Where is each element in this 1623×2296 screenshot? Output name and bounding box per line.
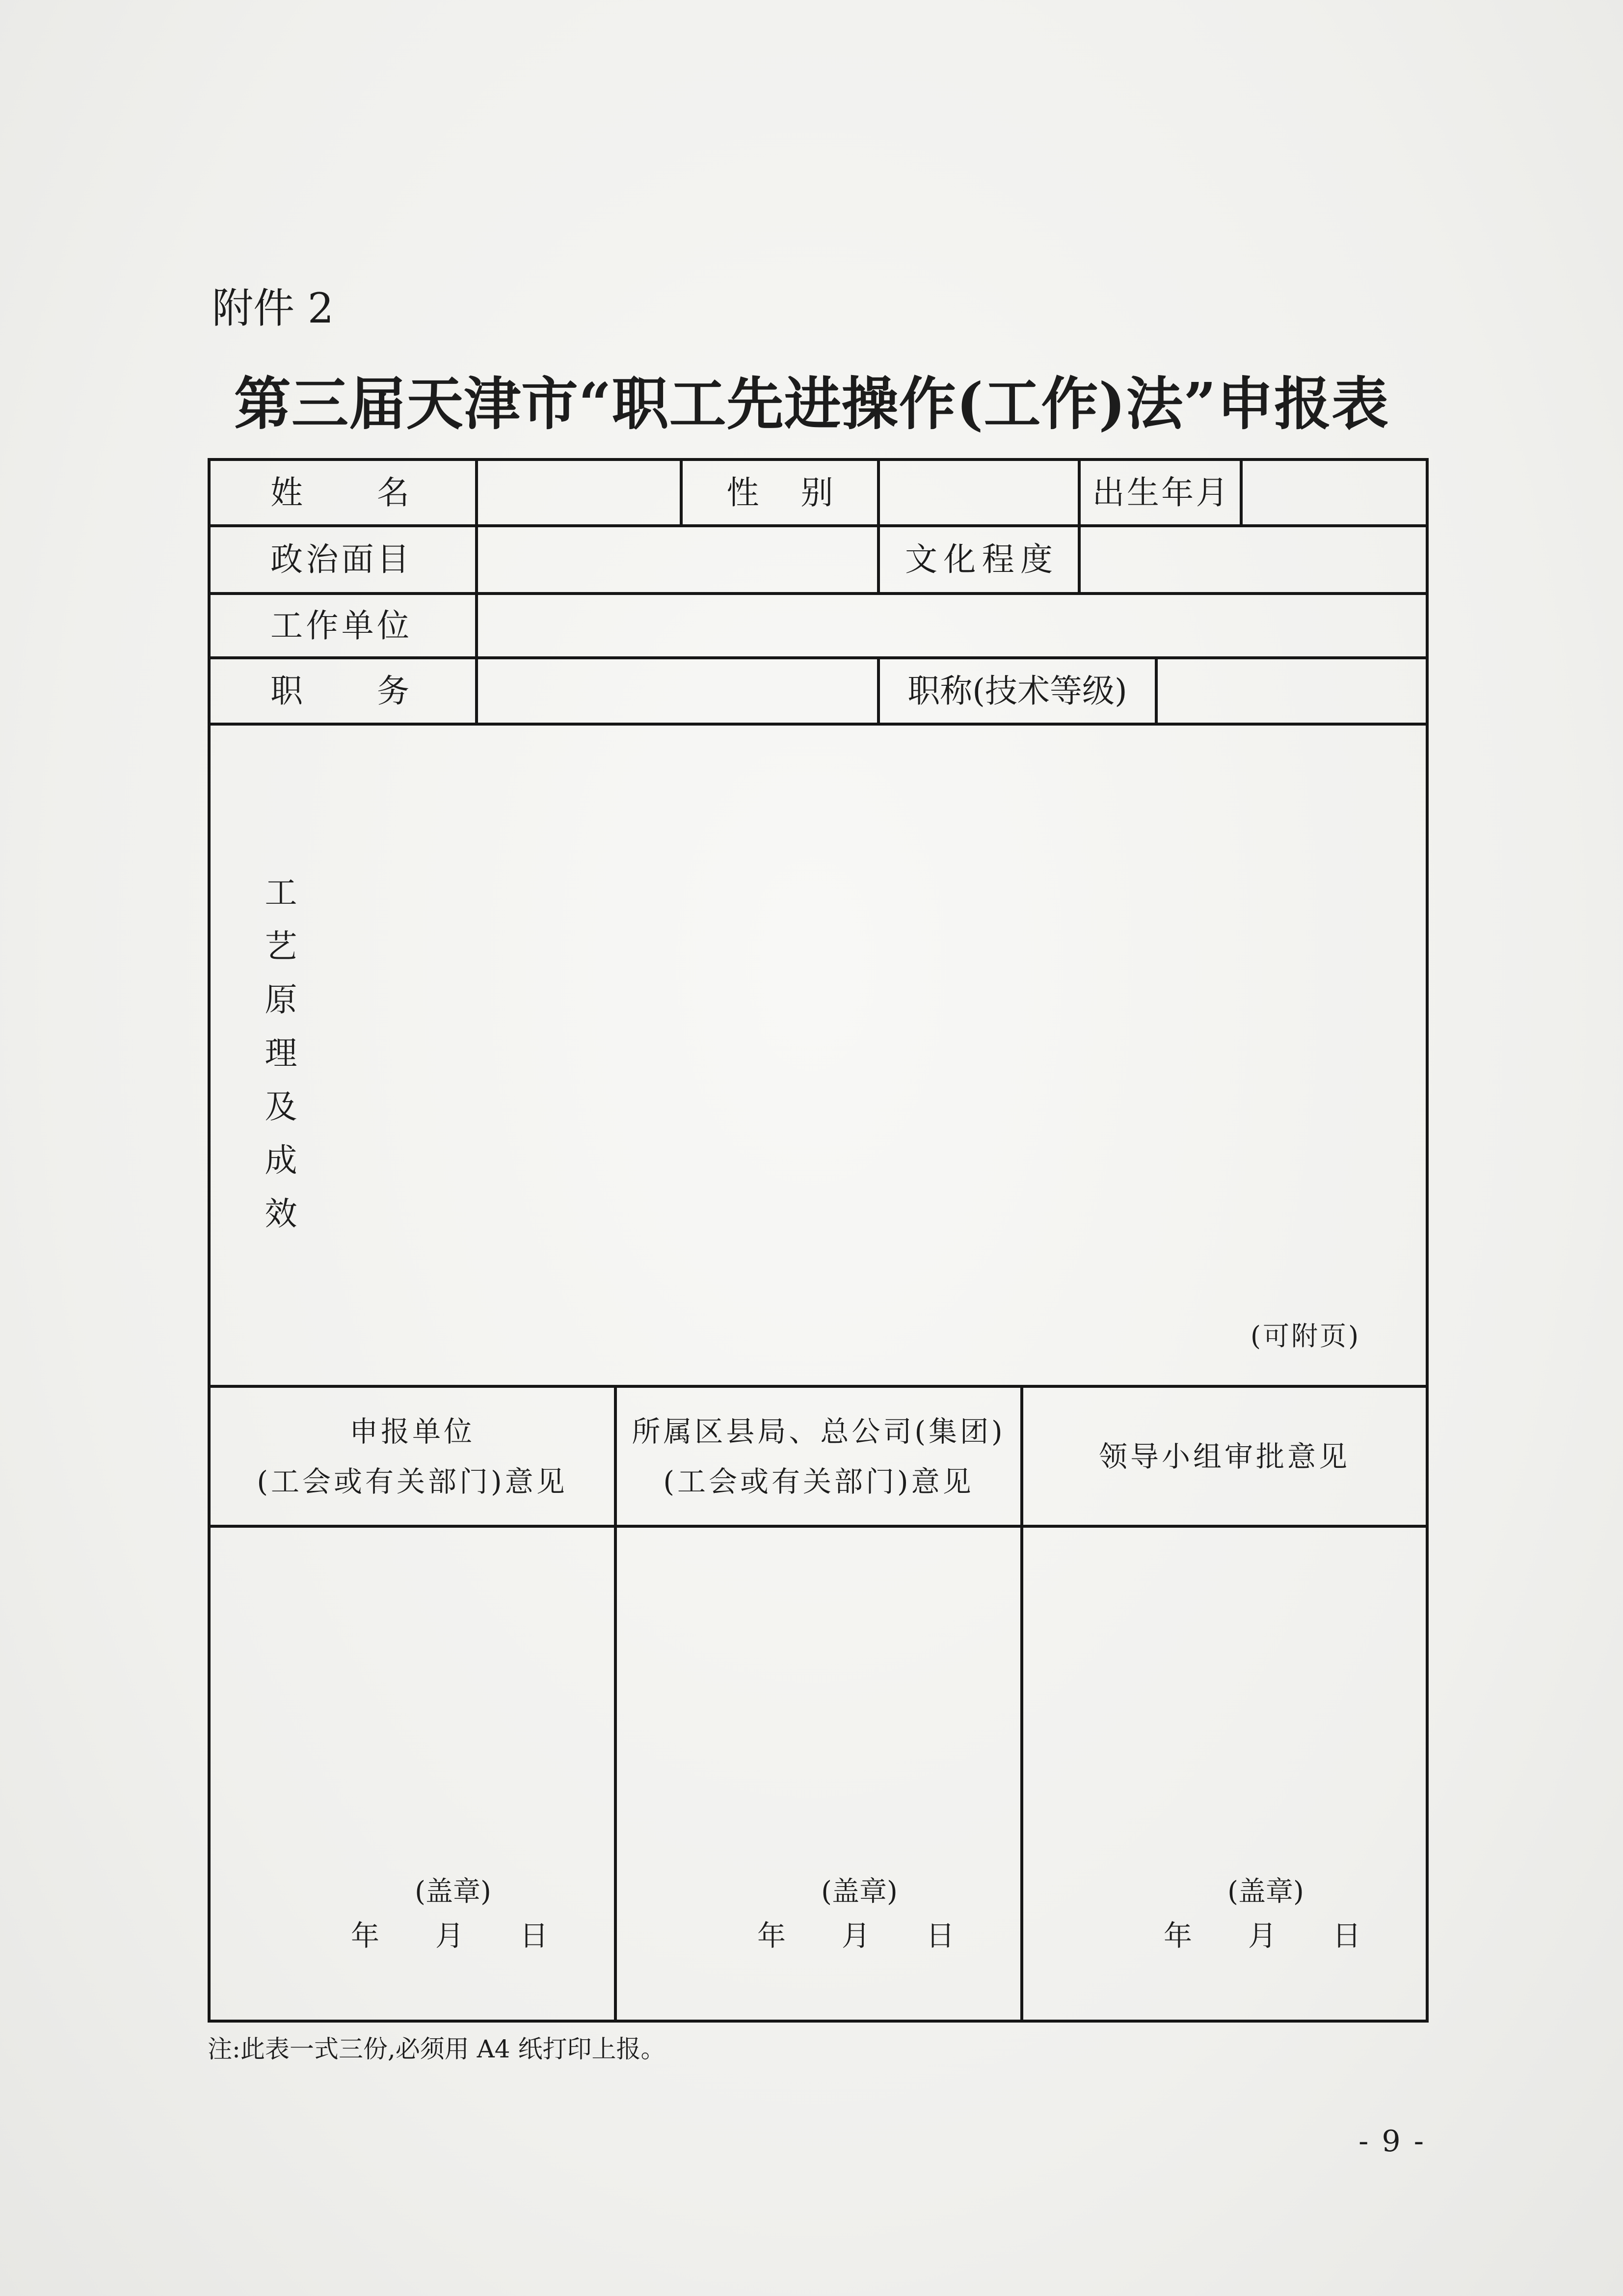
position-value-cell [475, 656, 880, 726]
political-status-label: 政治面目 [270, 540, 409, 578]
applicant-opinion-body [208, 1525, 617, 2023]
position-label: 职 务 [270, 672, 409, 710]
form-title: 第三届天津市“职工先进操作(工作)法”申报表 [234, 371, 1389, 437]
leadership-opinion-title: 领导小组审批意见 [1098, 1439, 1350, 1473]
applicant-opinion-subtitle: (工会或有关部门)意见 [257, 1464, 568, 1498]
work-unit-label: 工作单位 [270, 606, 409, 645]
work-unit-label-cell [208, 592, 478, 659]
name-label-cell [208, 458, 478, 527]
political-value-cell [475, 524, 880, 595]
title-grade-value-cell [1155, 656, 1429, 726]
principle-section [208, 723, 1429, 1388]
district-opinion-subtitle: (工会或有关部门)意见 [663, 1464, 974, 1498]
leadership-opinion-body [1020, 1525, 1429, 2023]
applicant-opinion-header [208, 1385, 617, 1528]
education-label-cell [877, 524, 1081, 595]
attachment-note: (可附页) [1251, 1321, 1361, 1351]
name-label: 姓 名 [270, 473, 409, 512]
name-value-cell [475, 458, 683, 527]
title-grade-label-cell [877, 656, 1158, 726]
gender-value-cell [877, 458, 1081, 527]
gender-label-cell [680, 458, 880, 527]
birth-label: 出生年月 [1092, 473, 1228, 512]
birth-label-cell [1078, 458, 1243, 527]
work-unit-value-cell [475, 592, 1429, 659]
footnote: 注:此表一式三份,必须用 A4 纸打印上报。 [208, 2035, 665, 2063]
birth-value-cell [1240, 458, 1429, 527]
district-opinion-header [614, 1385, 1023, 1528]
page-number: - 9 - [1358, 2124, 1426, 2159]
leadership-opinion-header [1020, 1385, 1429, 1528]
education-label: 文化程度 [905, 540, 1053, 578]
seal-placeholder: (盖章) [1227, 1876, 1304, 1908]
application-form-table [208, 458, 1429, 2023]
education-value-cell [1078, 524, 1429, 595]
political-label-cell [208, 524, 478, 595]
district-opinion-title: 所属区县局、总公司(集团) [632, 1414, 1006, 1448]
gender-label: 性 别 [726, 473, 833, 512]
position-label-cell [208, 656, 478, 726]
attachment-label: 附件 2 [212, 284, 334, 332]
seal-placeholder: (盖章) [415, 1876, 491, 1908]
principle-label: 工艺原理及成效 [259, 875, 297, 1250]
title-grade-label: 职称(技术等级) [907, 672, 1127, 710]
applicant-opinion-title: 申报单位 [349, 1414, 475, 1448]
date-placeholder: 年 月 日 [351, 1919, 548, 1952]
district-opinion-body [614, 1525, 1023, 2023]
seal-placeholder: (盖章) [821, 1876, 898, 1908]
date-placeholder: 年 月 日 [1164, 1919, 1361, 1952]
date-placeholder: 年 月 日 [757, 1919, 955, 1952]
